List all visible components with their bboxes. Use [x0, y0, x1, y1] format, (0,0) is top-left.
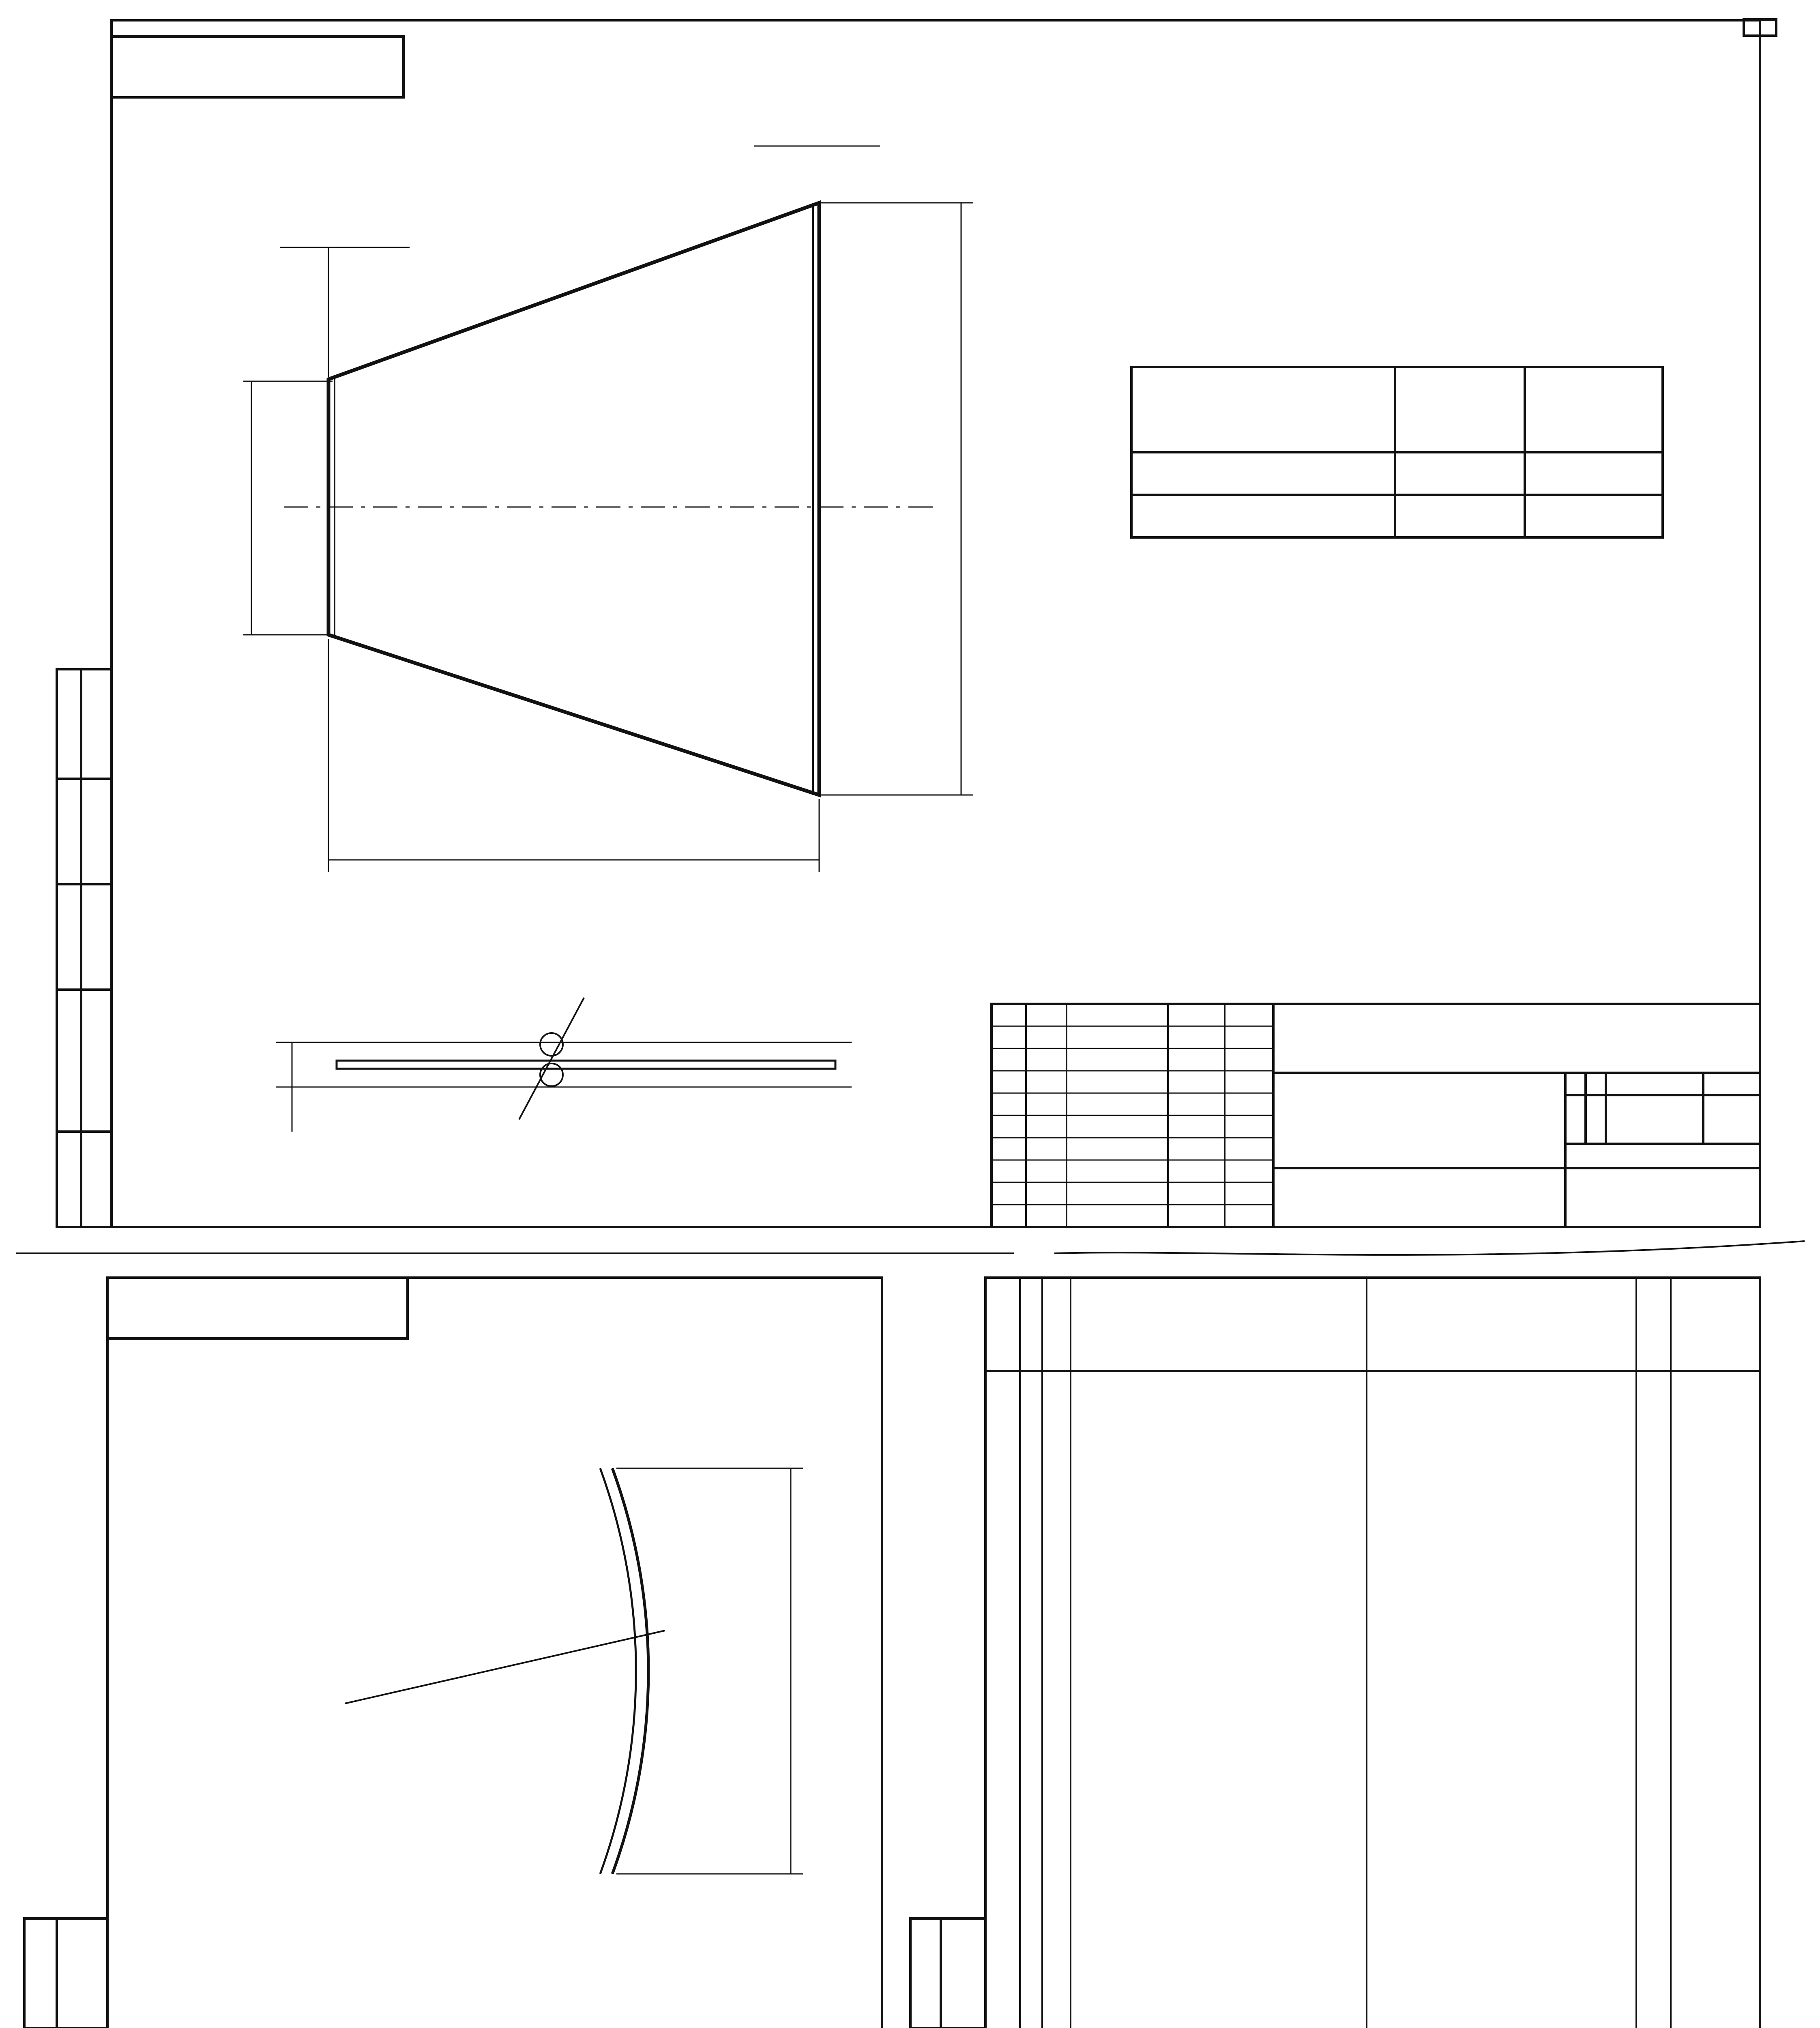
sheet1-frame — [112, 20, 1760, 1227]
wall-trapezoid — [328, 203, 819, 795]
radius-line — [345, 1631, 665, 1704]
sheet1-side-stamp — [57, 669, 112, 1227]
spec-list-grid — [985, 1278, 1760, 2028]
sheet1-title-block — [992, 1004, 1760, 1227]
section-mark — [519, 998, 584, 1119]
sheet2-code-stamp-box — [107, 1278, 408, 1338]
sheet2-side-stamp — [24, 1918, 107, 2028]
sheet1-code-stamp-box — [112, 37, 403, 97]
side-view-plate — [337, 1061, 835, 1069]
sheet3-side-stamp — [910, 1918, 985, 2028]
spec-table — [1131, 367, 1663, 537]
sheet3-frame — [985, 1278, 1760, 2028]
sheet2-frame — [107, 1278, 882, 2028]
